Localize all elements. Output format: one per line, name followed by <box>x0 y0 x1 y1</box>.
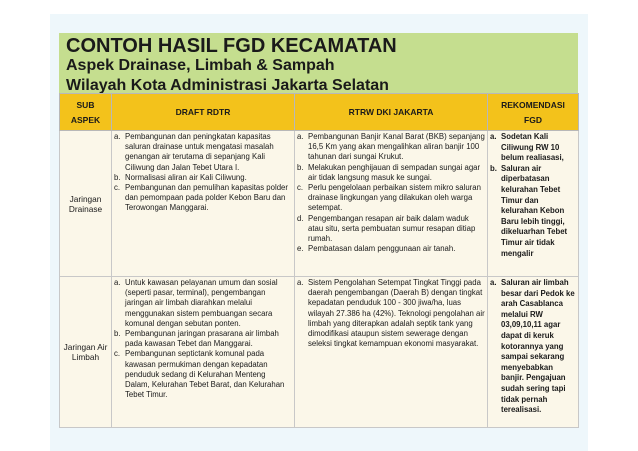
list-item: b. Pembangunan jaringan prasarana air limbah pada kawasan Tebet dan Manggarai. <box>114 329 279 349</box>
list-item: a. Pembangunan dan peningkatan kapasitas saluran drainase untuk mengatasi masalah genangan air terutama di sepanjang Kali Ciliwung dan Jalan Tebet Utara I. <box>114 132 274 172</box>
aspek-label-line1: Jaringan Air <box>63 342 108 352</box>
list-item: e. Pembatasan dalam penggunaan air tanah. <box>297 244 456 254</box>
table-row <box>60 131 579 277</box>
header-sub-aspek-line1: SUB <box>76 99 95 110</box>
slide-subtitle: Aspek Drainase, Limbah & Sampah <box>66 57 335 74</box>
list-item: d. Pengembangan resapan air baik dalam waduk atau situ, serta pembuatan sumur resapan ditiap rumah. <box>297 213 476 244</box>
header-rekomendasi-line2: FGD <box>524 114 542 125</box>
rekomendasi-list <box>490 132 576 259</box>
aspek-label-line1: Jaringan <box>69 193 102 204</box>
rtrw-cell <box>295 277 488 428</box>
list-item: a. Untuk kawasan pelayanan umum dan sosial (seperti pasar, terminal), pengembangan jaringan air limbah diarahkan melalui menggunakan sistem pembuangan secara komunal dengan sebutan ponten. <box>114 278 278 328</box>
list-item: a. Saluran air limbah besar dari Pedok ke arah Casablanca melalui RW 03,09,10,11 agar dapat di keruk kotorannya yang sampai sekarang menyebabkan banjir. Pengajuan sudah sering tapi tidak pernah terealisasi. <box>490 278 575 415</box>
header-draft-rdtr: DRAFT RDTR <box>112 94 295 131</box>
list-item: c. Perlu pengelolaan perbaikan sistem mikro saluran drainase lingkungan yang dilakukan oleh warga setempat. <box>297 183 481 213</box>
slide-title: CONTOH HASIL FGD KECAMATAN <box>66 35 397 57</box>
list-item: c. Pembangunan dan pemulihan kapasitas polder dan pemompaan pada polder Kebon Baru dan Terowongan Manggarai. <box>114 183 288 213</box>
table-row <box>60 277 579 428</box>
draft-cell <box>112 277 295 428</box>
header-rtrw: RTRW DKI JAKARTA <box>295 94 488 131</box>
table-header-row <box>60 94 579 131</box>
header-sub-aspek <box>60 94 112 131</box>
list-item: a. Sistem Pengolahan Setempat Tingkat Tinggi pada daerah pengembangan (Daerah B) dengan tingkat kepadatan penduduk 100 - 300 jiwa/ha, luas wilayah 27.386 ha (42%). Teknologi pengolahan air limbah yang diterapkan adalah septik tank yang dimodifikasi ataupun sistem sewerage dengan seleksi tingkat kemampuan ekonomi masyarakat. <box>297 278 485 349</box>
draft-list <box>114 132 292 214</box>
rtrw-list <box>297 132 485 254</box>
rekomendasi-cell <box>488 131 579 277</box>
header-rekomendasi-line1: REKOMENDASI <box>501 99 565 110</box>
draft-cell <box>112 131 295 277</box>
list-item: b. Saluran air diperbatasan kelurahan Tebet Timur dan kelurahan Kebon Baru lebih tinggi, dikeluarhan Tebet Timur air tidak mengalir <box>490 163 568 258</box>
fgd-table <box>59 93 579 428</box>
aspek-cell <box>60 277 112 428</box>
rekomendasi-list <box>490 278 576 416</box>
rekomendasi-cell <box>488 277 579 428</box>
draft-list <box>114 278 292 400</box>
aspek-label-line2: Drainase <box>68 203 103 214</box>
aspek-cell <box>60 131 112 277</box>
list-item: a. Pembangunan Banjir Kanal Barat (BKB) sepanjang 16,5 Km yang akan mengalihkan aliran banjir 100 tahunan dari sungai Krukut. <box>297 132 485 162</box>
list-item: c. Pembangunan septictank komunal pada kawasan permukiman dengan kepadatan penduduk sedang di Kelurahan Menteng Dalam, Kelurahan Tebet Barat, dan Kelurahan Tebet Timur. <box>114 349 285 400</box>
list-item: b. Normalisasi aliran air Kali Ciliwung. <box>114 172 247 182</box>
slide-location: Wilayah Kota Administrasi Jakarta Selatan <box>66 77 389 94</box>
rtrw-list <box>297 278 485 349</box>
list-item: b. Melakukan penghijauan di sempadan sungai agar air tidak langsung masuk ke sungai. <box>297 162 481 182</box>
header-rekomendasi <box>488 94 579 131</box>
header-sub-aspek-line2: ASPEK <box>70 114 101 125</box>
aspek-label-line2: Limbah <box>71 352 100 362</box>
list-item: a. Sodetan Kali Ciliwung RW 10 belum realiasasi, <box>490 132 564 163</box>
rtrw-cell <box>295 131 488 277</box>
